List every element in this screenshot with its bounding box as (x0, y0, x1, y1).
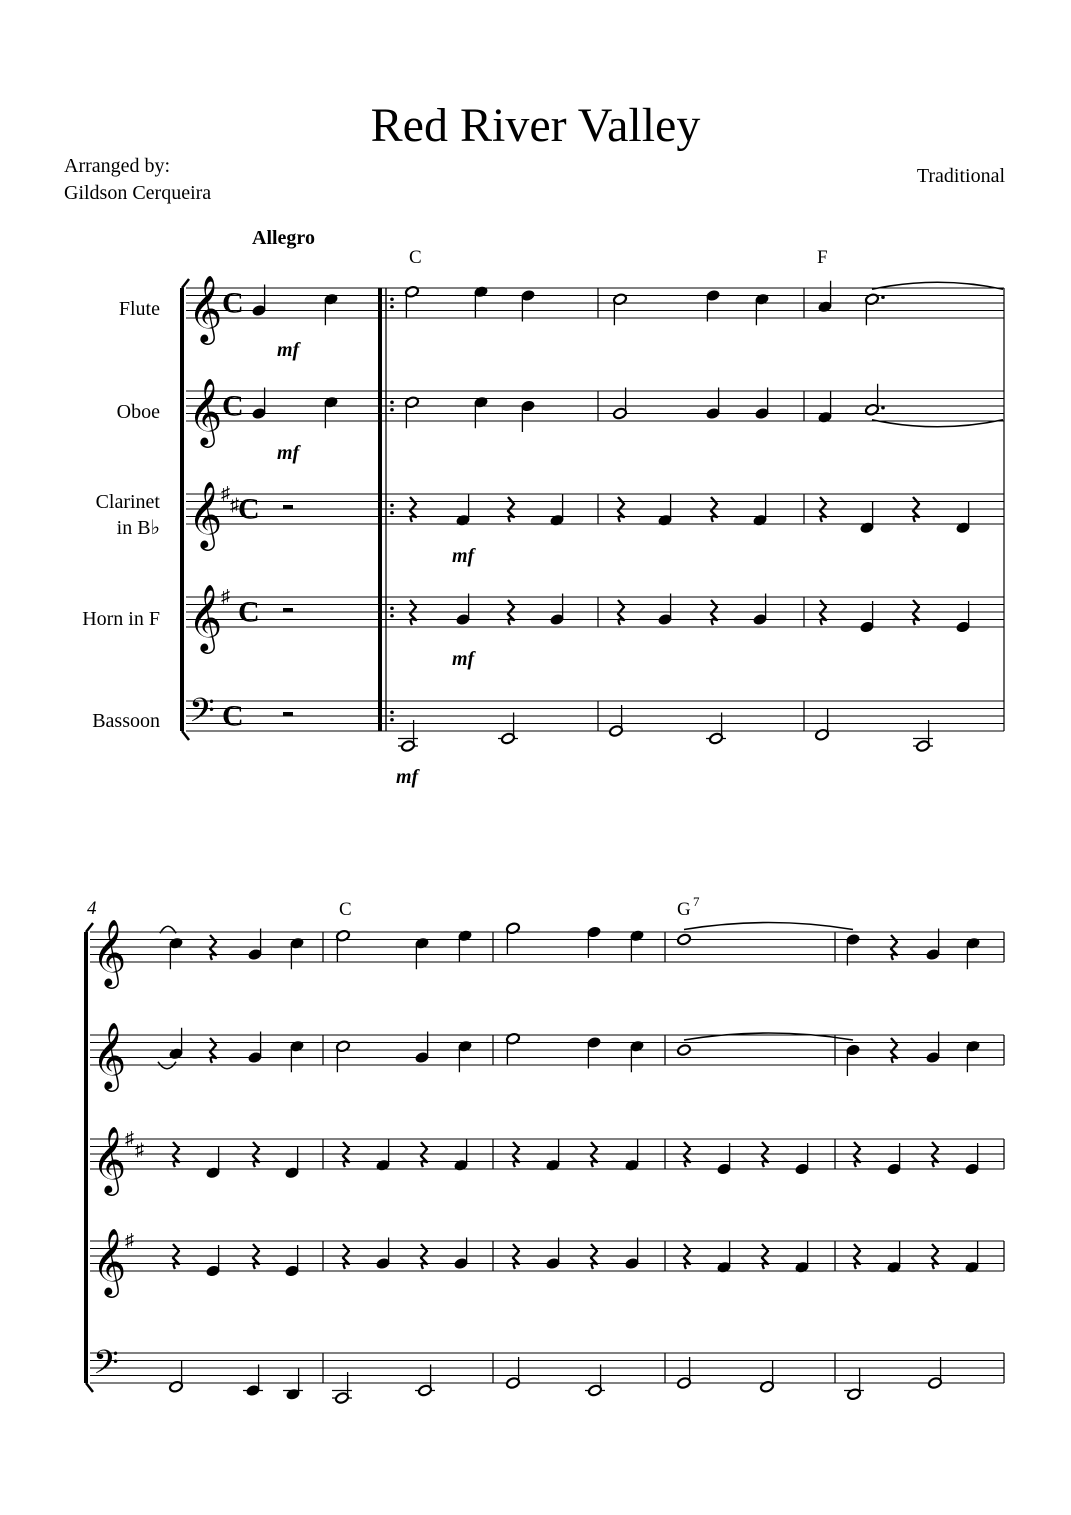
repeat-dot (390, 400, 394, 404)
repeat-dot (390, 511, 394, 515)
time-signature: C (222, 286, 244, 320)
arranger-label: Arranged by: (64, 155, 171, 177)
sharp-icon: ♯ (230, 494, 239, 515)
treble-clef-icon: 𝄞 (92, 920, 127, 985)
chord-symbol: F (817, 247, 828, 268)
notehead (677, 933, 692, 946)
half-rest (283, 505, 293, 509)
time-signature: C (238, 595, 260, 629)
tempo-marking: Allegro (252, 227, 315, 249)
repeat-dot (390, 305, 394, 309)
bracket-hook (86, 1383, 93, 1392)
treble-clef-icon: 𝄞 (188, 585, 223, 650)
treble-clef-icon: 𝄞 (188, 276, 223, 341)
instrument-label-oboe: Oboe (116, 401, 160, 423)
repeat-dot (390, 297, 394, 301)
instrument-label-clarinet-transposition: in B♭ (116, 517, 160, 539)
composer: Traditional (916, 165, 1005, 187)
repeat-dot (390, 614, 394, 618)
time-signature: C (222, 699, 244, 733)
treble-clef-icon: 𝄞 (188, 379, 223, 444)
chord-symbol-superscript: 7 (693, 894, 700, 909)
sharp-icon: ♯ (125, 1128, 134, 1148)
repeat-dot (390, 408, 394, 412)
bass-clef-icon: 𝄢 (189, 692, 215, 737)
dynamic-marking: mf (452, 648, 475, 670)
dynamic-marking: mf (277, 442, 300, 464)
instrument-label-flute: Flute (118, 298, 160, 320)
treble-clef-icon: 𝄞 (92, 1127, 127, 1192)
dynamic-marking: mf (452, 545, 475, 567)
tie (684, 923, 853, 930)
treble-clef-icon: 𝄞 (92, 1023, 127, 1088)
tie (684, 1033, 853, 1040)
instrument-label-horn: Horn in F (82, 608, 160, 630)
chord-symbol: C (409, 247, 422, 268)
repeat-dot (390, 606, 394, 610)
measure-number: 4 (87, 898, 97, 919)
notehead (677, 1044, 692, 1057)
score-title: Red River Valley (370, 99, 701, 152)
instrument-label-clarinet: Clarinet (95, 491, 160, 513)
half-rest (283, 712, 293, 716)
sharp-icon: ♯ (221, 483, 230, 503)
sharp-icon: ♯ (125, 1230, 134, 1250)
sharp-icon: ♯ (135, 1139, 144, 1160)
repeat-dot (390, 503, 394, 507)
bracket-hook (182, 731, 189, 740)
augmentation-dot (881, 406, 885, 410)
instrument-label-bassoon: Bassoon (92, 710, 160, 732)
augmentation-dot (881, 295, 885, 299)
sharp-icon: ♯ (221, 586, 230, 606)
treble-clef-icon: 𝄞 (188, 482, 223, 547)
bass-clef-icon: 𝄢 (93, 1344, 119, 1389)
treble-clef-icon: 𝄞 (92, 1229, 127, 1294)
time-signature: C (238, 492, 260, 526)
half-rest (283, 608, 293, 612)
arranger-name: Gildson Cerqueira (64, 182, 212, 204)
time-signature: C (222, 389, 244, 423)
repeat-dot (390, 718, 394, 722)
dynamic-marking: mf (277, 339, 300, 361)
repeat-dot (390, 710, 394, 714)
dynamic-marking: mf (396, 766, 419, 788)
chord-symbol: G (677, 899, 691, 920)
chord-symbol: C (339, 899, 352, 920)
